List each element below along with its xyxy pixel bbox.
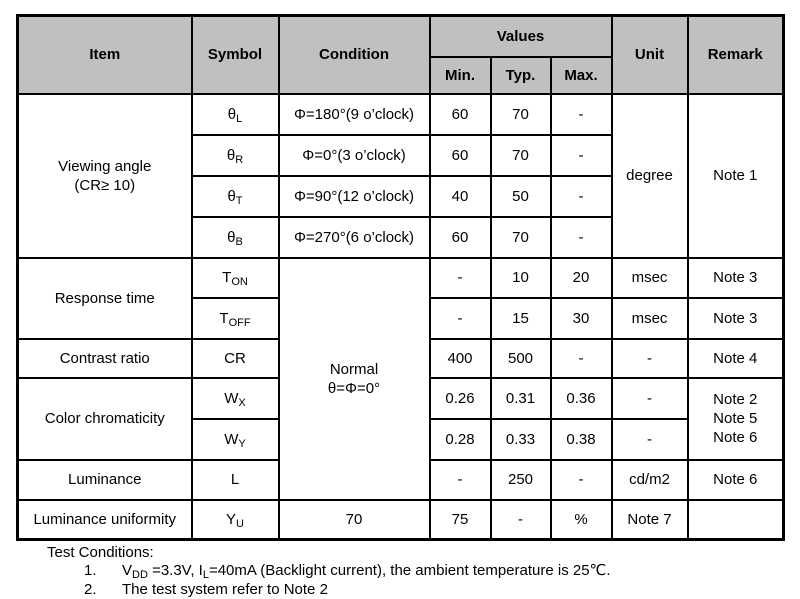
symbol-cell <box>192 135 279 176</box>
unit-cell: % <box>551 500 612 540</box>
col-header-max: Max. <box>551 57 612 94</box>
symbol-cell <box>192 298 279 339</box>
value-max-cell: - <box>551 176 612 217</box>
note-number: 1. <box>84 562 97 579</box>
value-typ-cell: 70 <box>491 94 551 135</box>
value-typ-cell: 0.33 <box>491 419 551 460</box>
test-condition-note-2 <box>84 580 800 599</box>
remark-cell: Note 4 <box>688 339 784 378</box>
symbol-cell: CR <box>192 339 279 378</box>
unit-cell: cd/m2 <box>612 460 688 500</box>
symbol-base: Y <box>226 510 237 528</box>
item-cell-viewing-angle <box>18 94 192 258</box>
item-cell-response-time: Response time <box>18 258 192 339</box>
unit-cell: - <box>612 419 688 460</box>
symbol-base: θ <box>227 228 236 246</box>
test-condition-note-1 <box>84 561 800 580</box>
value-typ-cell: 75 <box>430 500 491 540</box>
test-conditions-title: Test Conditions: <box>47 544 154 561</box>
value-typ-cell: 500 <box>491 339 551 378</box>
value-max-cell: - <box>551 94 612 135</box>
symbol-sub: U <box>236 517 244 530</box>
unit-cell: msec <box>612 298 688 339</box>
value-max-cell: - <box>551 460 612 500</box>
remark-cell: Note 3 <box>688 298 784 339</box>
item-cell-luminance: Luminance <box>18 460 192 500</box>
value-min-cell: - <box>430 258 491 298</box>
symbol-cell: L <box>192 460 279 500</box>
col-header-typ: Typ. <box>491 57 551 94</box>
table-row-theta-l <box>18 94 784 135</box>
remark-cell: Note 7 <box>612 500 688 540</box>
note-text <box>122 561 611 580</box>
symbol-base: T <box>222 269 232 286</box>
remark-line: Note 6 <box>713 429 758 446</box>
value-max-cell: 0.36 <box>551 378 612 419</box>
remark-cell-viewing-angle: Note 1 <box>688 94 784 258</box>
note-text: The test system refer to Note 2 <box>122 581 328 598</box>
col-header-unit: Unit <box>612 16 688 94</box>
symbol-base: T <box>219 309 229 327</box>
symbol-sub: L <box>236 112 243 125</box>
table-row-t-on <box>18 258 784 298</box>
unit-cell: - <box>612 378 688 419</box>
item-label-line1: Viewing angle <box>58 157 152 175</box>
value-min-cell: - <box>430 460 491 500</box>
remark-cell-color-chromaticity <box>688 378 784 460</box>
value-typ-cell: 0.31 <box>491 378 551 419</box>
remark-cell: Note 3 <box>688 258 784 298</box>
symbol-sub: T <box>235 194 243 207</box>
value-min-cell: 0.28 <box>430 419 491 460</box>
condition-cell: Φ=0°(3 o’clock) <box>279 135 430 176</box>
symbol-base: W <box>224 430 239 448</box>
symbol-sub: B <box>235 235 243 248</box>
condition-cell-normal <box>279 258 430 500</box>
col-header-min: Min. <box>430 57 491 94</box>
col-header-remark: Remark <box>688 16 784 94</box>
unit-cell: - <box>612 339 688 378</box>
unit-cell: msec <box>612 258 688 298</box>
value-typ-cell: 15 <box>491 298 551 339</box>
col-header-condition: Condition <box>279 16 430 94</box>
value-max-cell: - <box>491 500 551 540</box>
note-text-segment: =40mA (Backlight current), the ambient temperature is 25℃. <box>208 562 611 579</box>
optical-characteristics-table <box>16 14 785 541</box>
unit-cell-viewing-angle: degree <box>612 94 688 258</box>
symbol-cell <box>192 217 279 258</box>
remark-line: Note 5 <box>713 410 758 427</box>
col-header-item: Item <box>18 16 192 94</box>
value-typ-cell: 50 <box>491 176 551 217</box>
condition-cell: Φ=270°(6 o’clock) <box>279 217 430 258</box>
value-min-cell: 0.26 <box>430 378 491 419</box>
value-min-cell: 60 <box>430 217 491 258</box>
value-min-cell: 40 <box>430 176 491 217</box>
condition-cell: Φ=90°(12 o’clock) <box>279 176 430 217</box>
note-text-segment: =3.3V, I <box>147 562 203 579</box>
symbol-base: θ <box>227 105 237 123</box>
value-max-cell: 0.38 <box>551 419 612 460</box>
col-header-symbol: Symbol <box>192 16 279 94</box>
remark-cell: Note 6 <box>688 460 784 500</box>
value-min-cell: 400 <box>430 339 491 378</box>
value-min-cell: 60 <box>430 94 491 135</box>
symbol-cell <box>192 500 279 540</box>
symbol-cell <box>192 258 279 298</box>
note-subscript: L <box>202 569 209 581</box>
value-max-cell: - <box>551 217 612 258</box>
symbol-base: θ <box>226 146 236 164</box>
symbol-cell <box>192 94 279 135</box>
test-conditions-section <box>47 544 800 599</box>
value-min-cell: 70 <box>279 500 430 540</box>
item-cell-color-chromaticity: Color chromaticity <box>18 378 192 460</box>
symbol-cell <box>192 176 279 217</box>
symbol-sub: ON <box>231 276 248 288</box>
item-cell-contrast-ratio: Contrast ratio <box>18 339 192 378</box>
note-number: 2. <box>84 581 97 598</box>
table-row-luminance-uniformity <box>18 500 784 540</box>
value-max-cell: 30 <box>551 298 612 339</box>
value-max-cell: - <box>551 135 612 176</box>
remark-line: Note 2 <box>713 391 758 408</box>
symbol-sub: Y <box>238 437 246 450</box>
value-max-cell: - <box>551 339 612 378</box>
symbol-cell <box>192 419 279 460</box>
value-typ-cell: 10 <box>491 258 551 298</box>
value-max-cell: 20 <box>551 258 612 298</box>
value-min-cell: 60 <box>430 135 491 176</box>
value-typ-cell: 70 <box>491 135 551 176</box>
item-cell-luminance-uniformity: Luminance uniformity <box>18 500 192 540</box>
symbol-sub: R <box>235 153 244 166</box>
value-min-cell: - <box>430 298 491 339</box>
note-subscript: DD <box>132 569 148 581</box>
value-typ-cell: 250 <box>491 460 551 500</box>
symbol-base: θ <box>227 187 236 205</box>
item-label-line2: (CR≥ 10) <box>74 176 136 194</box>
symbol-base: W <box>224 389 239 407</box>
symbol-cell <box>192 378 279 419</box>
condition-normal-line1: Normal <box>329 360 379 378</box>
condition-normal-line2: θ=Φ=0° <box>327 379 381 397</box>
condition-cell: Φ=180°(9 o’clock) <box>279 94 430 135</box>
value-typ-cell: 70 <box>491 217 551 258</box>
col-header-values: Values <box>430 16 612 57</box>
note-text-segment: V <box>122 562 133 579</box>
symbol-sub: X <box>238 396 246 409</box>
symbol-sub: OFF <box>228 316 251 329</box>
